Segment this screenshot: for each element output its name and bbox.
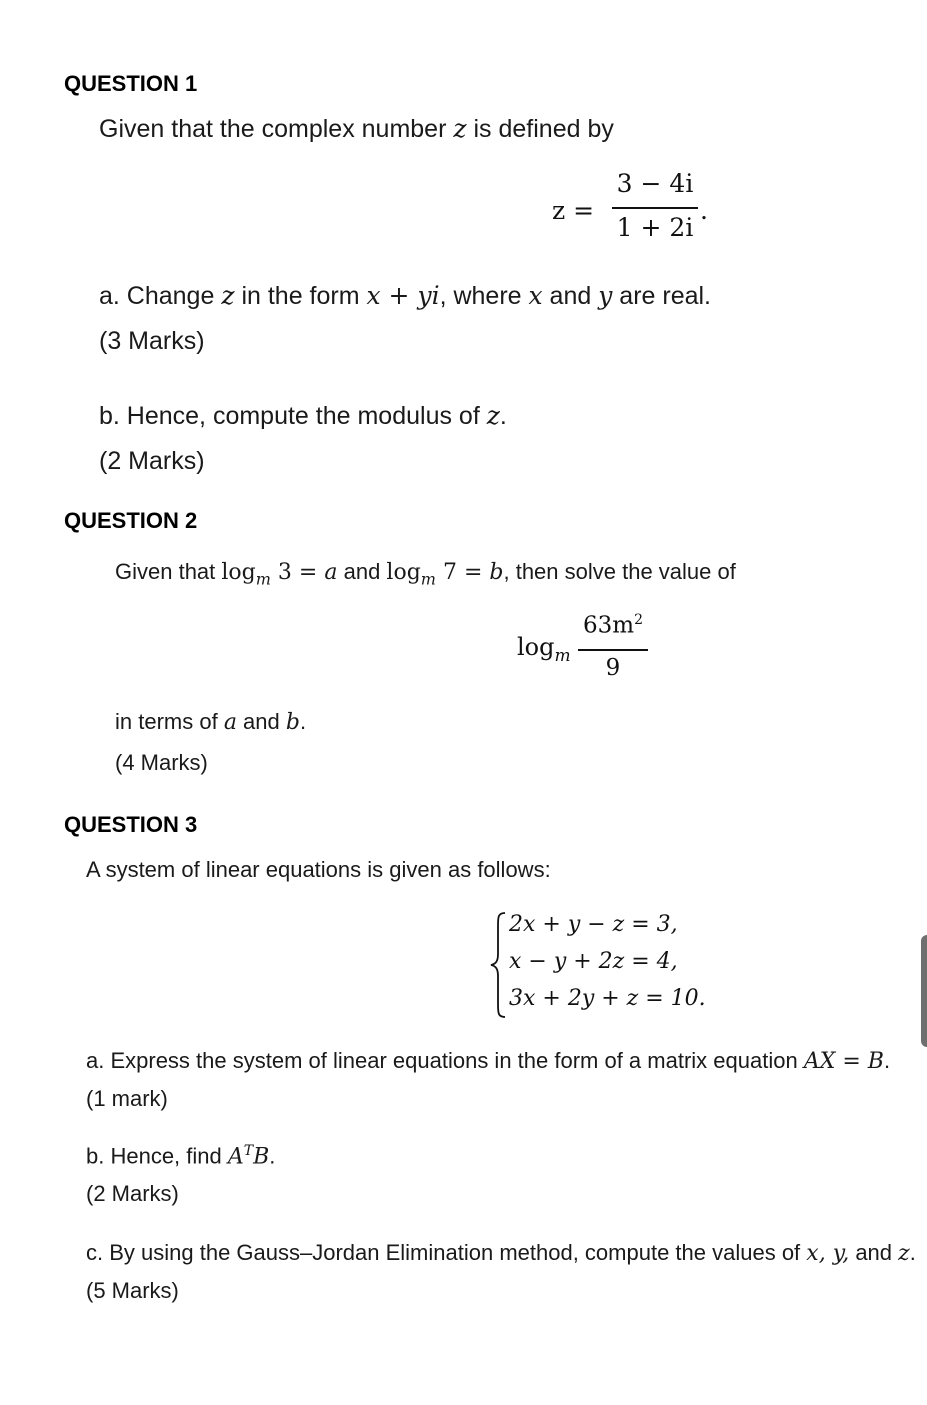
q3-part-c: c. By using the Gauss–Jordan Elimination method, compute the values of x, y, and z. <box>86 1240 916 1266</box>
q1-part-b: b. Hence, compute the modulus of z. <box>99 401 507 430</box>
q2-terms: in terms of a and b. <box>115 709 307 735</box>
equation-2: x − y + 2z = 4, <box>509 949 678 974</box>
q1-equation-lhs: z = <box>552 196 595 225</box>
q3-part-c-marks: (5 Marks) <box>86 1278 179 1303</box>
question-3-heading: QUESTION 3 <box>64 812 198 837</box>
q3-part-a-marks: (1 mark) <box>86 1086 168 1111</box>
q1-part-a-marks: (3 Marks) <box>99 327 205 355</box>
q1-part-b-marks: (2 Marks) <box>99 447 205 475</box>
q2-fraction: $63m^2$ 9 <box>578 612 648 684</box>
scrollbar-thumb[interactable] <box>921 935 927 1047</box>
q1-part-a: a. Change z in the form x + yi, where x and y are real. <box>99 281 712 310</box>
q1-equation-period: . <box>700 196 708 225</box>
left-brace <box>489 910 509 1020</box>
fraction-bar <box>612 207 698 209</box>
q2-denominator: 9 <box>605 655 621 681</box>
equation-3: 3x + 2y + z = 10. <box>509 986 706 1011</box>
q1-denominator: 1 + 2i <box>616 213 694 242</box>
fraction-bar <box>578 649 648 651</box>
q3-part-a: a. Express the system of linear equations in the form of a matrix equation AX = B. <box>86 1048 891 1074</box>
question-1-heading: QUESTION 1 <box>64 71 198 96</box>
q1-numerator: 3 − 4i <box>616 169 694 198</box>
q2-log-expression: $\log_m$ <box>517 633 571 666</box>
equation-1: 2x + y − z = 3, <box>509 912 678 937</box>
q1-intro: Given that the complex number z is defined by <box>99 114 614 143</box>
q3-part-b-marks: (2 Marks) <box>86 1181 179 1206</box>
q1-fraction <box>612 167 698 249</box>
q2-marks: (4 Marks) <box>115 750 208 775</box>
q3-intro: A system of linear equations is given as follows: <box>86 857 551 882</box>
q3-equation-system <box>489 910 749 1020</box>
q3-part-b: b. Hence, find $A^TB$. <box>86 1143 276 1170</box>
question-2-heading: QUESTION 2 <box>64 508 198 533</box>
q2-intro: Given that $\log_m 3 = a$ and $\log_m 7 = b$, then solve the value of <box>115 559 736 589</box>
